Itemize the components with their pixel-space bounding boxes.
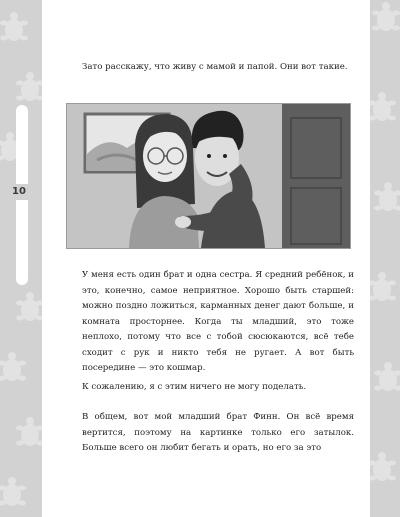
paragraph-regret: К сожалению, я с этим ничего не могу поделать. — [82, 382, 307, 392]
turtle-icon — [0, 12, 28, 41]
turtle-icon — [370, 92, 396, 121]
turtle-icon — [374, 362, 400, 391]
paragraph-intro: Зато расскажу, что живу с мамой и папой. Они вот такие. — [82, 62, 348, 72]
turtle-icon — [16, 72, 42, 101]
turtle-icon — [372, 2, 400, 31]
turtle-pattern — [370, 0, 400, 517]
turtle-icon — [370, 272, 396, 301]
right-decorative-band — [370, 0, 400, 517]
turtle-icon — [0, 477, 26, 506]
paragraph-finn: В общем, вот мой младший брат Финн. Он всё время вертится, поэтому на картинке только его затылок. Больше всего он любит бегать и орать, но его за это — [82, 412, 354, 453]
page-number: 10 — [4, 184, 34, 200]
turtle-icon — [0, 352, 26, 381]
parents-illustration — [66, 103, 351, 249]
parents-drawing — [67, 104, 350, 248]
paragraph-siblings: У меня есть один брат и одна сестра. Я средний ребёнок, и это, конечно, самое неприятное. Хорошо быть старшей: можно поздно ложиться, карманных денег дают больше, и комната просторнее. Когда ты младший, это тоже неплохо, потому что все с тобой сюсюкаются, всё тебе сходит с рук и никто тебя не ругает. А вот быть посередине — это кошмар. — [82, 270, 354, 373]
turtle-icon — [370, 452, 396, 481]
door — [282, 104, 350, 248]
turtle-icon — [16, 417, 42, 446]
turtle-icon — [16, 292, 42, 321]
turtle-icon — [374, 182, 400, 211]
left-decorative-band — [0, 0, 42, 517]
